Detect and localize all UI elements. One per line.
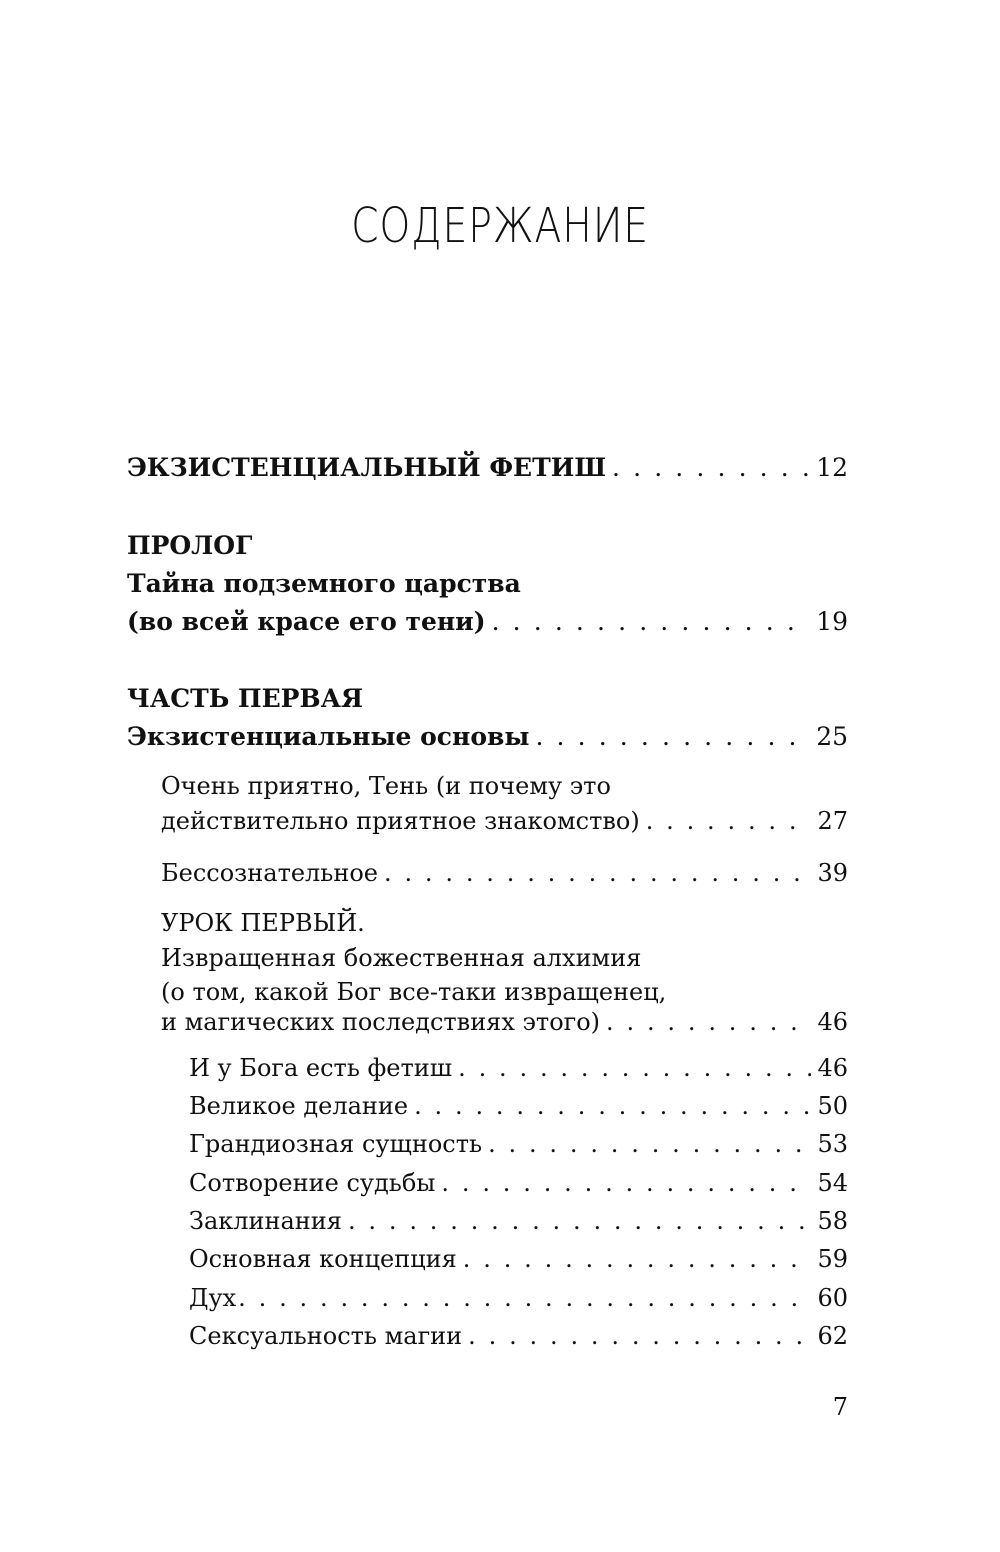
dot-leader	[414, 1088, 811, 1124]
toc-entry	[161, 803, 848, 839]
toc-entry	[189, 1050, 848, 1086]
dot-leader	[646, 803, 812, 839]
toc-entry	[189, 1088, 848, 1124]
toc-entry-title: Грандиозная сущность	[189, 1130, 483, 1158]
toc-page-number: 27	[817, 807, 848, 835]
toc-entry	[161, 855, 848, 891]
toc-entry-title: ЧАСТЬ ПЕРВАЯ	[127, 684, 364, 713]
dot-leader	[238, 1280, 811, 1316]
toc-entry-title: действительно приятное знакомство)	[161, 807, 640, 835]
toc-entry-title: (во всей красе его тени)	[127, 607, 486, 636]
toc-entry	[189, 1318, 848, 1354]
page-number: 7	[832, 1393, 848, 1421]
toc-entry-line	[161, 905, 848, 941]
toc-page-number: 46	[817, 1054, 848, 1082]
toc-entry-title: и магических последствиях этого)	[161, 1008, 601, 1036]
toc-section-heading	[127, 528, 848, 564]
toc-entry	[189, 1126, 848, 1162]
toc-entry-title: Извращенная божественная алхимия	[161, 944, 642, 972]
toc-page-number: 39	[817, 859, 848, 887]
toc-entry-title: Дух	[189, 1284, 237, 1312]
toc-entry-title: Великое делание	[189, 1092, 409, 1120]
toc-page-number: 19	[816, 607, 848, 636]
toc-entry-title: Сексуальность магии	[189, 1322, 463, 1350]
dot-leader	[463, 1241, 812, 1277]
dot-leader	[384, 855, 811, 891]
toc-entry-title: Экзистенциальные основы	[127, 722, 530, 751]
toc-entry	[127, 604, 848, 640]
toc-entry-title: ПРОЛОГ	[127, 531, 253, 560]
toc-entry	[189, 1241, 848, 1277]
dot-leader	[535, 719, 810, 755]
toc-entry-title: Сотворение судьбы	[189, 1169, 436, 1197]
toc-entry	[189, 1165, 848, 1201]
dot-leader	[468, 1318, 811, 1354]
dot-leader	[441, 1165, 811, 1201]
toc-page-number: 46	[817, 1008, 848, 1036]
toc-entry-line	[161, 768, 848, 804]
dot-leader	[458, 1050, 811, 1086]
page-title: СОДЕРЖАНИЕ	[351, 198, 649, 254]
toc-page-number: 58	[817, 1207, 848, 1235]
toc-page-number: 59	[817, 1245, 848, 1273]
toc-entry-title: ЭКЗИСТЕНЦИАЛЬНЫЙ ФЕТИШ	[127, 453, 607, 482]
toc-entry	[127, 719, 848, 755]
toc-entry-title: И у Бога есть фетиш	[189, 1054, 453, 1082]
toc-entry	[189, 1203, 848, 1239]
toc-entry-title: Бессознательное	[161, 859, 379, 887]
toc-entry-title: Тайна подземного царства	[127, 569, 521, 598]
toc-page-number: 25	[816, 722, 848, 751]
toc-entry-line	[161, 940, 848, 976]
toc-entry-title: УРОК ПЕРВЫЙ.	[161, 909, 365, 937]
toc-entry	[189, 1280, 848, 1316]
toc-entry	[127, 450, 848, 486]
toc-page-number: 62	[817, 1322, 848, 1350]
toc-entry	[161, 1004, 848, 1040]
dot-leader	[492, 604, 811, 640]
toc-entry-line	[127, 566, 848, 602]
toc-page-number: 53	[817, 1130, 848, 1158]
toc-page-number: 54	[817, 1169, 848, 1197]
dot-leader	[606, 1004, 811, 1040]
toc-entry-title: Очень приятно, Тень (и почему это	[161, 772, 611, 800]
toc-section-heading	[127, 681, 848, 717]
dot-leader	[348, 1203, 812, 1239]
toc-entry-title: Основная концепция	[189, 1245, 457, 1273]
toc-page-number: 60	[817, 1284, 848, 1312]
dot-leader	[612, 450, 810, 486]
toc-page-number: 12	[816, 453, 848, 482]
toc-entry-title: (о том, какой Бог все-таки извращенец,	[161, 978, 667, 1006]
dot-leader	[488, 1126, 811, 1162]
toc-page-number: 50	[817, 1092, 848, 1120]
toc-entry-title: Заклинания	[189, 1207, 342, 1235]
